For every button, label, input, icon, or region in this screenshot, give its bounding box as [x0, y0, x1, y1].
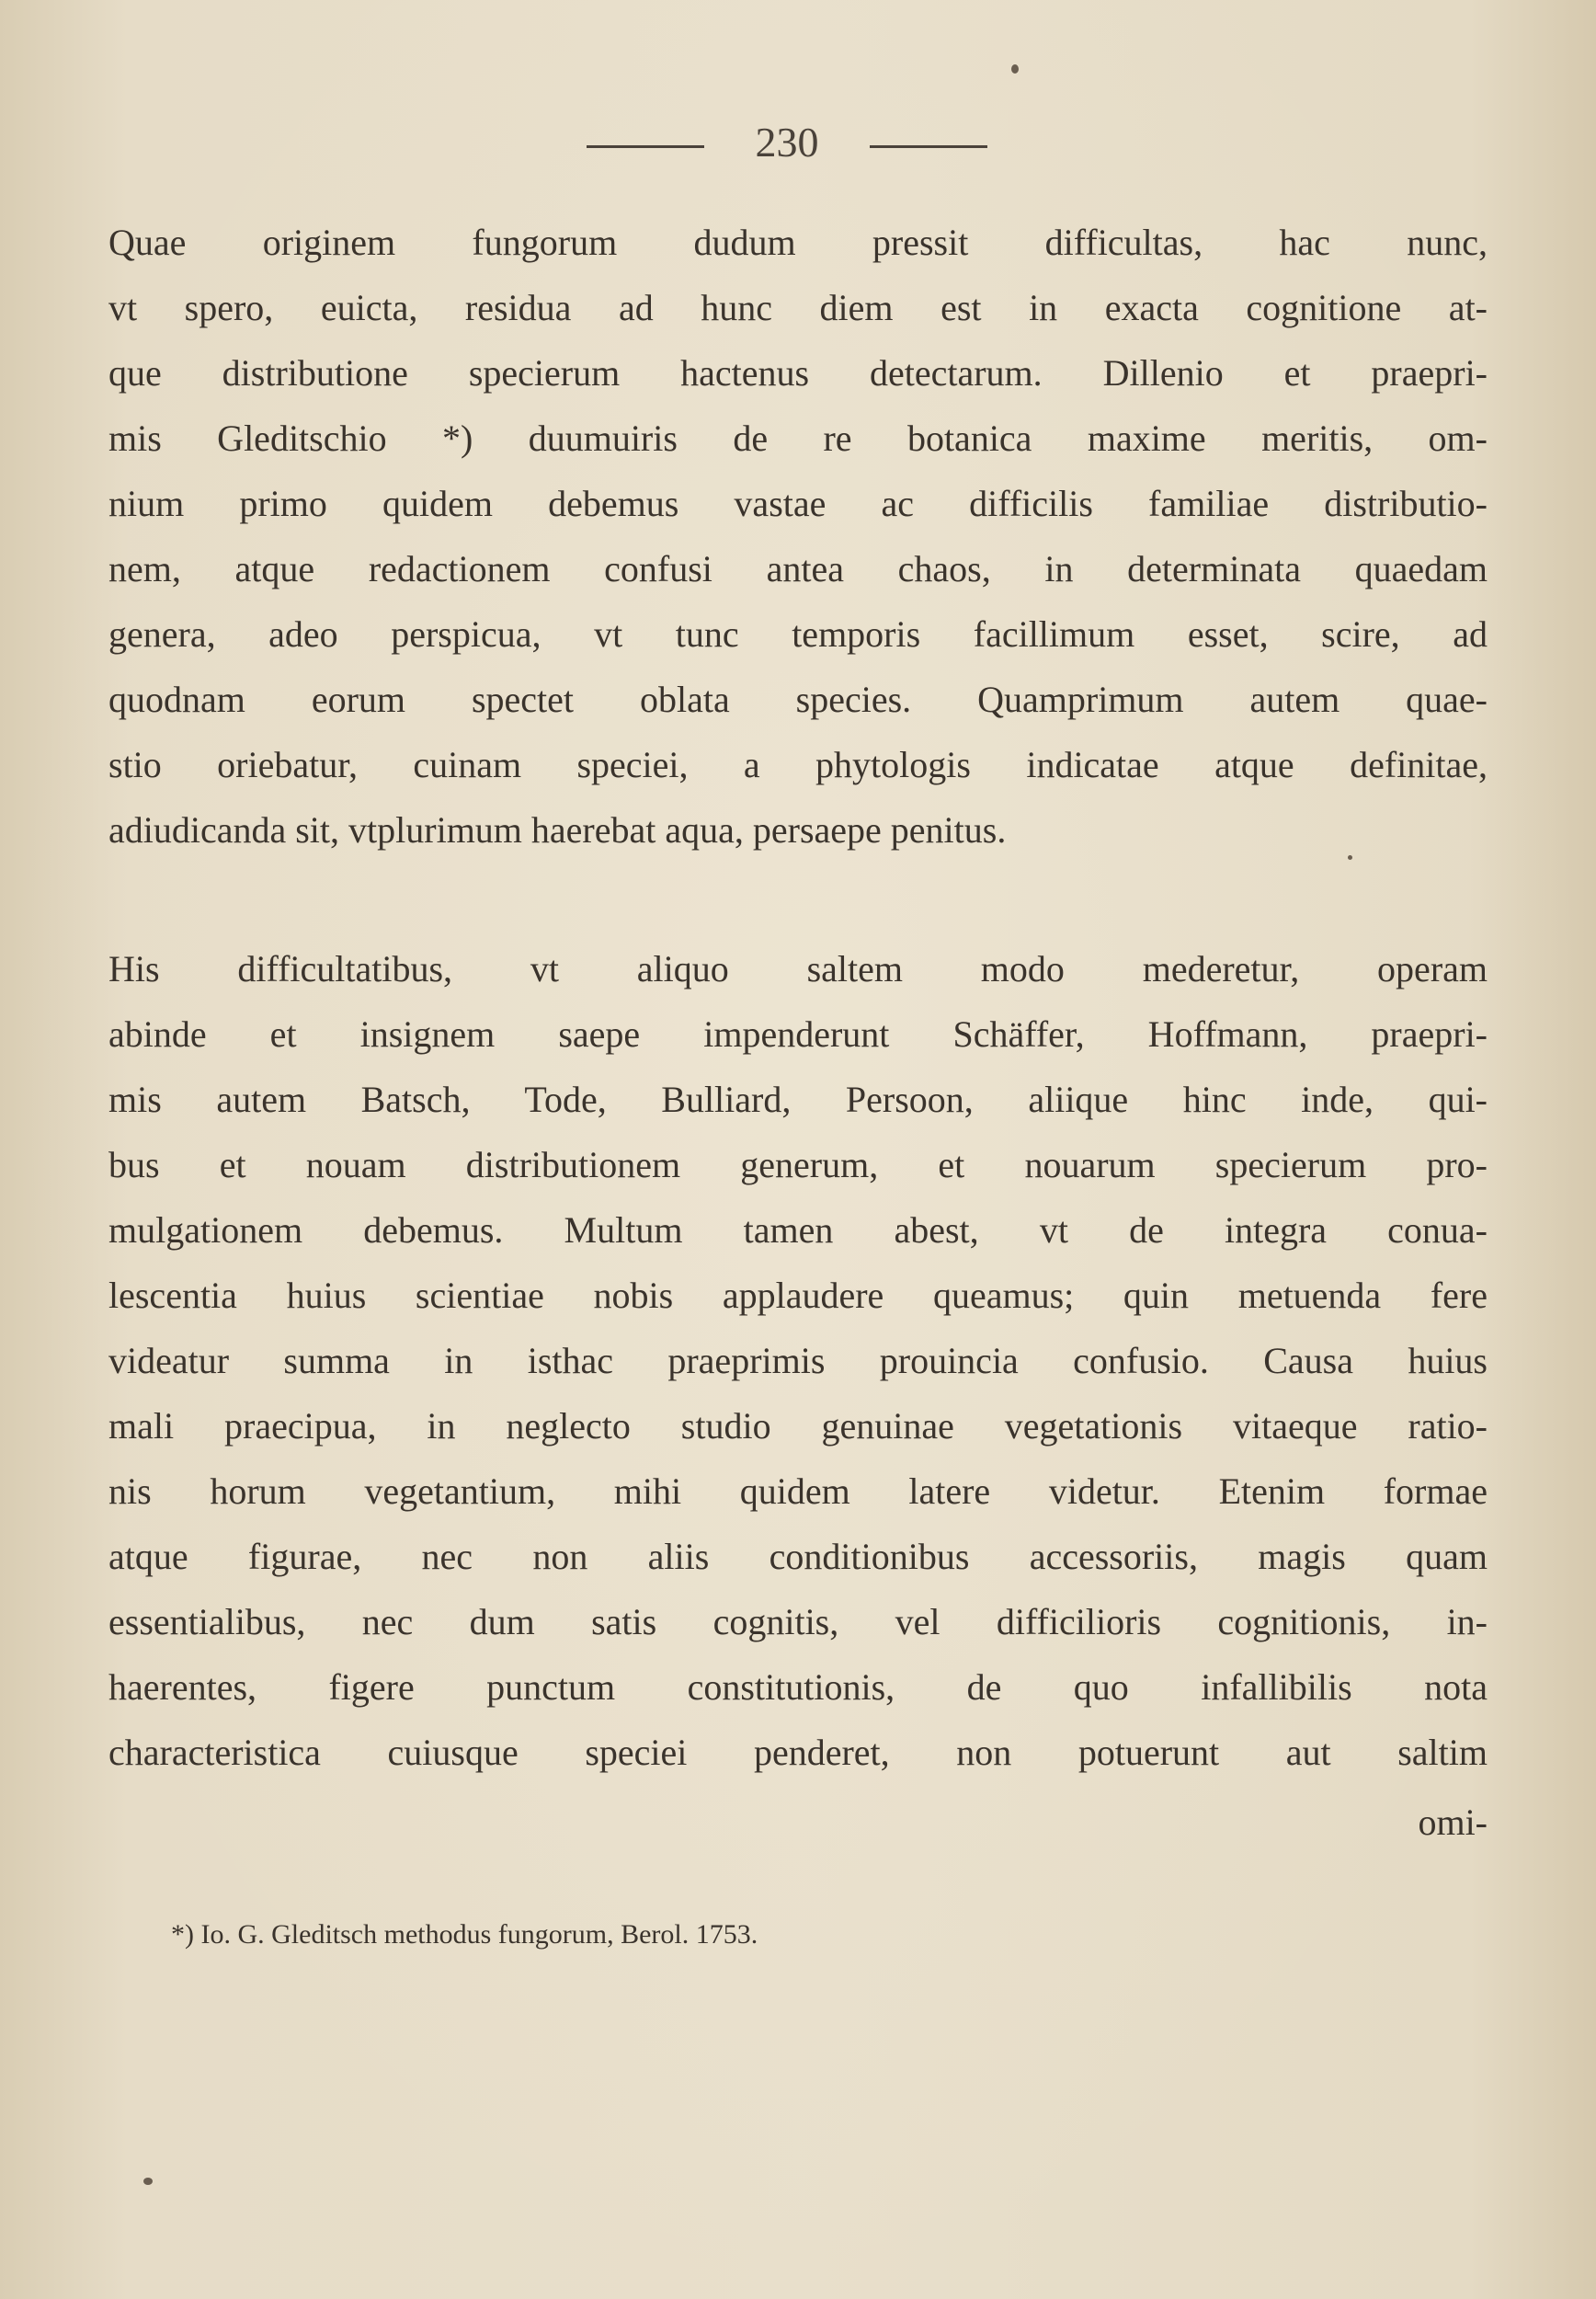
paper-speck	[1348, 855, 1352, 860]
paper-speck	[1011, 64, 1019, 74]
page-header	[0, 118, 1596, 173]
page-number: 230	[755, 119, 819, 166]
text-line: abinde et insignem saepe impenderunt Schäffer, Hoffmann, praepri-	[108, 1013, 1488, 1055]
paragraph-1	[108, 210, 1488, 863]
text-line: genera, adeo perspicua, vt tunc temporis facillimum esset, scire, ad	[108, 613, 1488, 655]
text-line: characteristica cuiusque speciei penderet, non potuerunt aut saltim	[108, 1732, 1488, 1773]
paragraph-2	[108, 936, 1488, 1785]
catchword: omi-	[1418, 1801, 1488, 1843]
text-line: adiudicanda sit, vtplurimum haerebat aqua, persaepe penitus.	[108, 809, 1007, 851]
text-line: mulgationem debemus. Multum tamen abest, vt de integra conua-	[108, 1209, 1488, 1251]
text-line: videatur summa in isthac praeprimis prouincia confusio. Causa huius	[108, 1340, 1488, 1381]
text-line: haerentes, figere punctum constitutionis, de quo infallibilis nota	[108, 1666, 1488, 1708]
text-line: bus et nouam distributionem generum, et nouarum specierum pro-	[108, 1144, 1488, 1185]
text-line: mis autem Batsch, Tode, Bulliard, Persoon, aliique hinc inde, qui-	[108, 1079, 1488, 1120]
paper-speck	[143, 2178, 153, 2185]
footnote: *) Io. G. Gleditsch methodus fungorum, Berol. 1753.	[171, 1919, 758, 1950]
text-line: lescentia huius scientiae nobis applaudere queamus; quin metuenda fere	[108, 1275, 1488, 1316]
text-line: stio oriebatur, cuinam speciei, a phytologis indicatae atque definitae,	[108, 744, 1488, 785]
text-line: que distributione specierum hactenus detectarum. Dillenio et praepri-	[108, 352, 1488, 394]
text-line: His difficultatibus, vt aliquo saltem modo mederetur, operam	[108, 948, 1488, 989]
text-line: atque figurae, nec non aliis conditionibus accessoriis, magis quam	[108, 1536, 1488, 1577]
text-line: nium primo quidem debemus vastae ac difficilis familiae distributio-	[108, 483, 1488, 524]
text-line: Quae originem fungorum dudum pressit difficultas, hac nunc,	[108, 222, 1488, 263]
text-line: quodnam eorum spectet oblata species. Quamprimum autem quae-	[108, 679, 1488, 720]
text-line: essentialibus, nec dum satis cognitis, vel difficilioris cognitionis, in-	[108, 1601, 1488, 1642]
header-rule-left	[587, 145, 704, 148]
text-line: nis horum vegetantium, mihi quidem latere videtur. Etenim formae	[108, 1470, 1488, 1512]
text-line: mali praecipua, in neglecto studio genuinae vegetationis vitaeque ratio-	[108, 1405, 1488, 1447]
text-line: vt spero, euicta, residua ad hunc diem est in exacta cognitione at-	[108, 287, 1488, 328]
header-rule-right	[870, 145, 987, 148]
text-line: nem, atque redactionem confusi antea chaos, in determinata quaedam	[108, 548, 1488, 589]
text-line: mis Gleditschio *) duumuiris de re botanica maxime meritis, om-	[108, 417, 1488, 459]
